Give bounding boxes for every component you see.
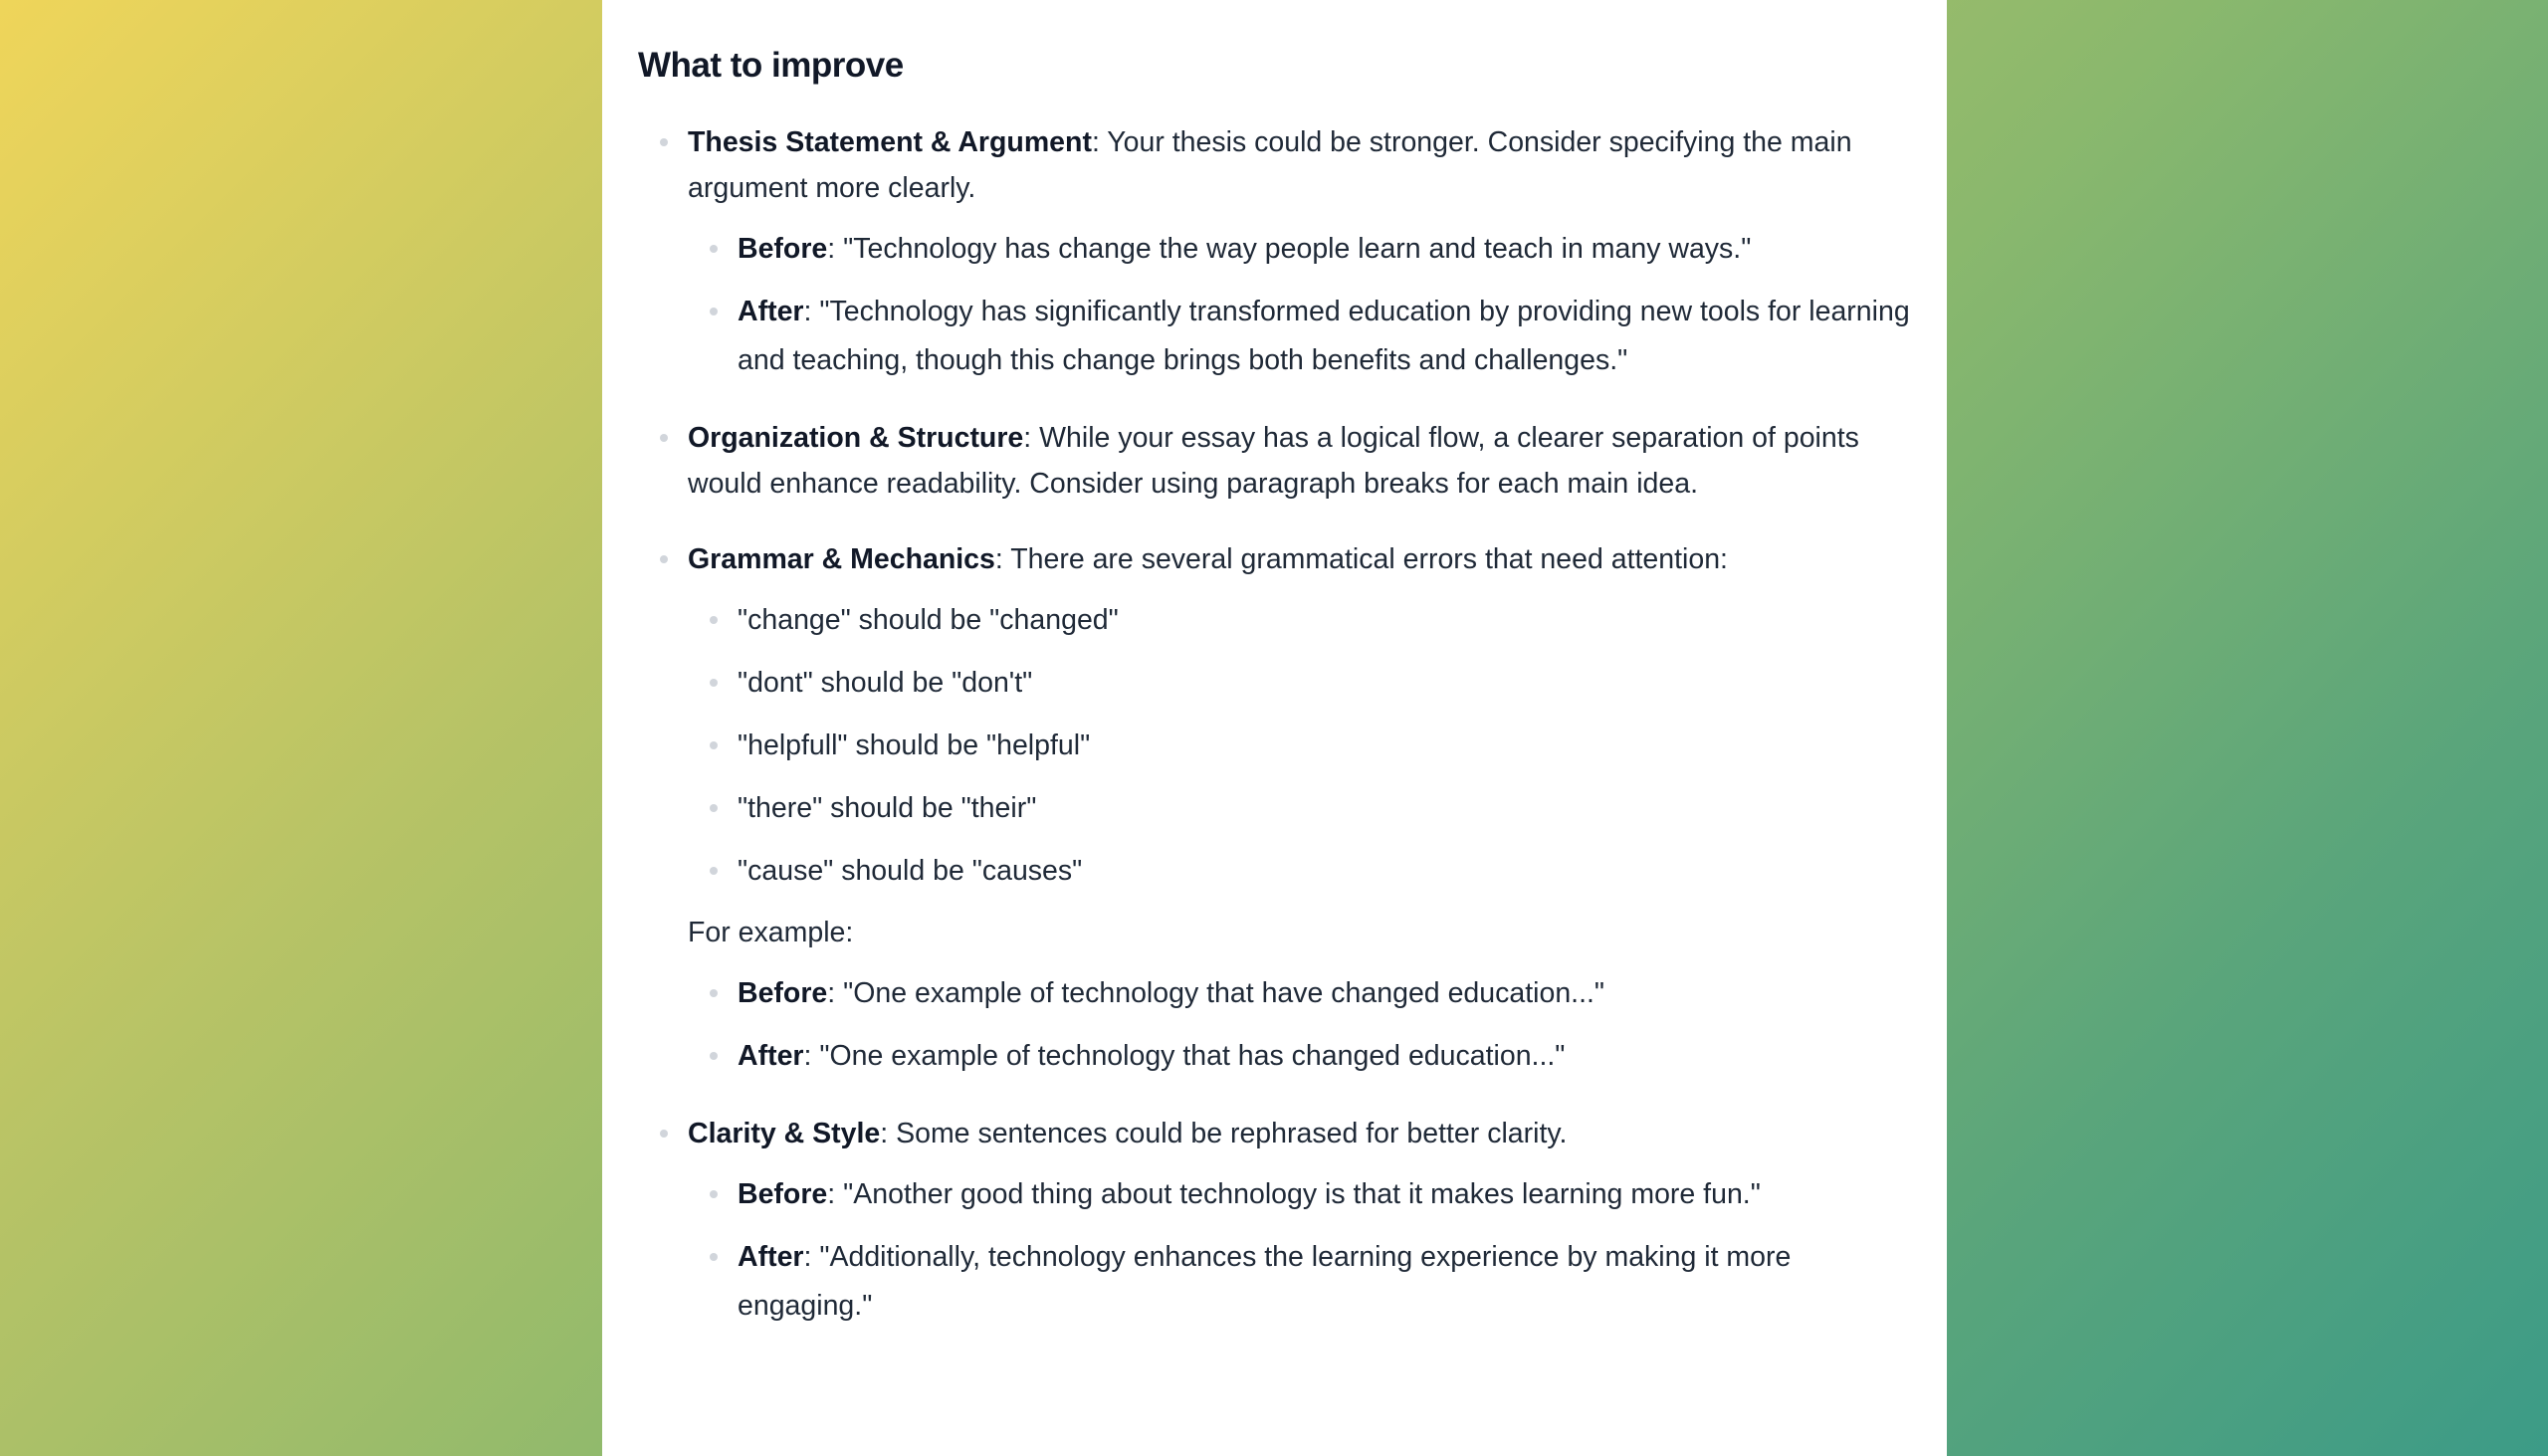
improvement-item-clarity — [638, 1111, 1911, 1331]
example-after — [688, 288, 1911, 385]
example-text: : "Additionally, technology enhances the learning experience by making it more engaging." — [738, 1241, 1792, 1322]
improvement-item-thesis — [638, 119, 1911, 385]
example-after — [688, 1032, 1911, 1081]
section-heading: What to improve — [638, 46, 904, 85]
item-text: : Your thesis could be stronger. Consider specifying the main argument more clearly. — [688, 126, 1852, 204]
example-label: Before — [738, 233, 828, 265]
example-label: After — [738, 1040, 804, 1072]
example-text: : "One example of technology that have changed education..." — [827, 977, 1605, 1009]
example-text: : "Another good thing about technology is that it makes learning more fun." — [827, 1178, 1761, 1210]
example-before — [688, 225, 1911, 274]
error-item: "there" should be "their" — [688, 784, 1911, 833]
item-text: : There are several grammatical errors that need attention: — [994, 543, 1728, 575]
example-after — [688, 1233, 1911, 1331]
example-list — [688, 225, 1911, 385]
example-list — [688, 969, 1911, 1081]
example-label: After — [738, 296, 804, 327]
error-item: "cause" should be "causes" — [688, 847, 1911, 896]
example-list — [688, 1170, 1911, 1331]
item-label: Organization & Structure — [688, 422, 1024, 454]
error-item: "helpfull" should be "helpful" — [688, 722, 1911, 770]
item-label: Thesis Statement & Argument — [688, 126, 1092, 158]
example-label: Before — [738, 977, 828, 1009]
feedback-panel — [602, 0, 1947, 1456]
example-text: : "Technology has significantly transformed education by providing new tools for learning and teaching, though this change brings both benefits and challenges." — [738, 296, 1910, 376]
example-text: : "Technology has change the way people learn and teach in many ways." — [827, 233, 1752, 265]
item-text: : While your essay has a logical flow, a clearer separation of points would enhance readability. Consider using paragraph breaks for each main idea. — [688, 422, 1859, 500]
example-before — [688, 969, 1911, 1018]
example-note: For example: — [688, 917, 854, 948]
improvement-item-organization — [638, 415, 1911, 507]
improvement-list — [638, 119, 1911, 1331]
error-item: "dont" should be "don't" — [688, 659, 1911, 708]
item-label: Grammar & Mechanics — [688, 543, 995, 575]
item-label: Clarity & Style — [688, 1118, 881, 1149]
error-list — [688, 596, 1911, 896]
example-text: : "One example of technology that has changed education..." — [803, 1040, 1566, 1072]
example-before — [688, 1170, 1911, 1219]
error-item: "change" should be "changed" — [688, 596, 1911, 645]
example-label: Before — [738, 1178, 828, 1210]
example-label: After — [738, 1241, 804, 1273]
improvement-item-grammar — [638, 536, 1911, 1081]
item-text: : Some sentences could be rephrased for better clarity. — [880, 1118, 1568, 1149]
